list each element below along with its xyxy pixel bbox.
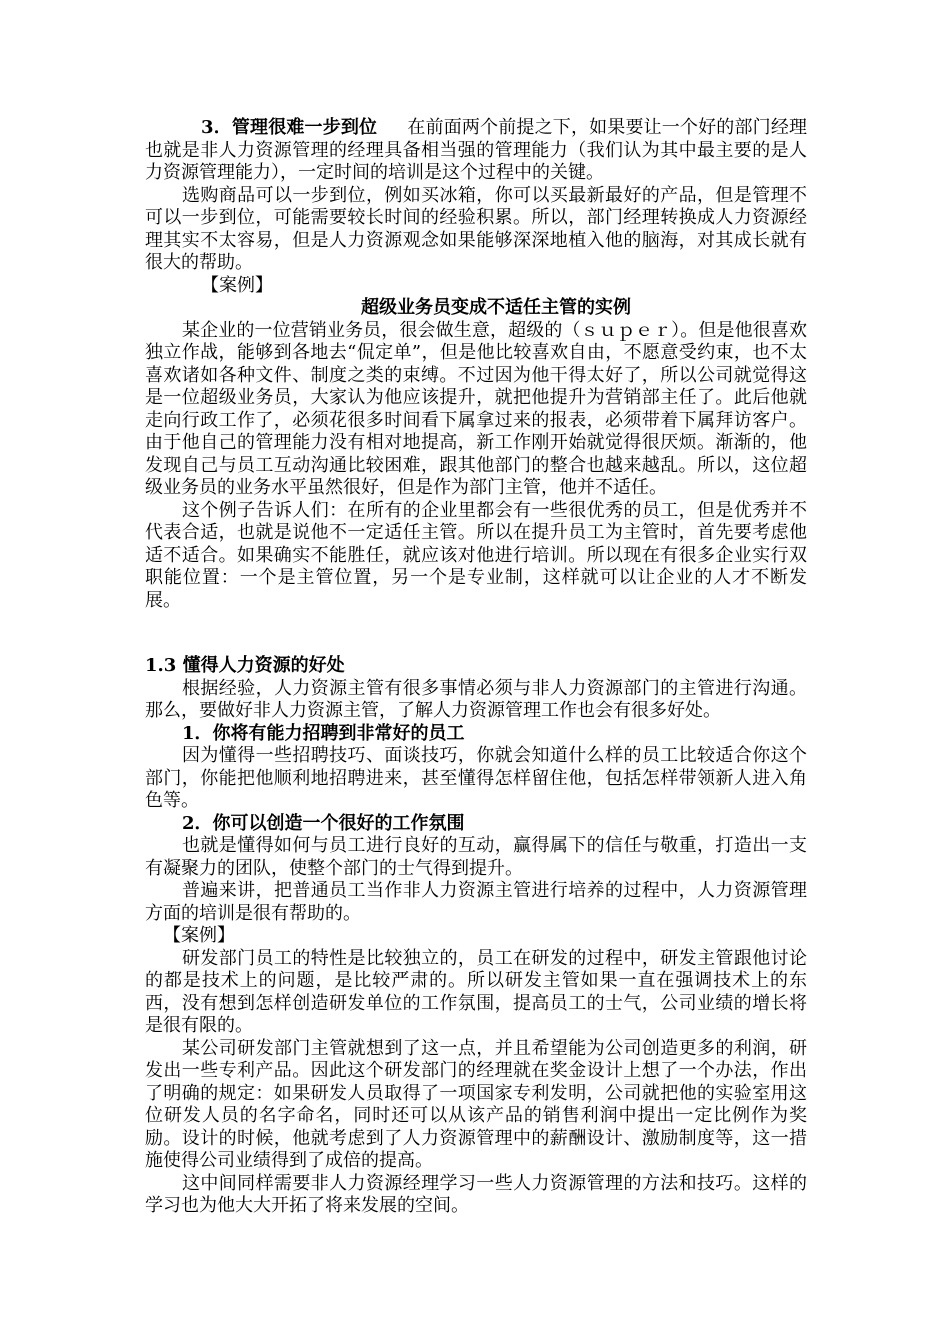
intro-paragraph: [145, 117, 807, 185]
case1-paragraph-2: 这个例子告诉人们：在所有的企业里都会有一些很优秀的员工，但是优秀并不代表合适，也就是说他不一定适任主管。所以在提升员工为主管时，首先要考虑他适不适合。如果确实不能胜任，就应该对他进行培训。所以现在有很多企业实行双职能位置：一个是主管位置，另一个是专业制，这样就可以让企业的人才不断发展。: [145, 499, 807, 611]
section-intro: [145, 117, 807, 612]
subheading-1: 1．你将有能力招聘到非常好的员工: [182, 722, 465, 744]
case-label-2: 【案例】: [163, 925, 235, 946]
subheading-2: 2．你可以创造一个很好的工作氛围: [182, 812, 465, 834]
subheading-1-paragraph: 因为懂得一些招聘技巧、面谈技巧，你就会知道什么样的员工比较适合你这个部门，你能把他顺利地招聘进来，甚至懂得怎样留住他，包括怎样带领新人进入角色等。: [145, 745, 807, 811]
section-paragraph-1: 根据经验，人力资源主管有很多事情必须与非人力资源部门的主管进行沟通。那么，要做好非人力资源主管，了解人力资源管理工作也会有很多好处。: [145, 677, 807, 721]
case2-paragraph-3: 这中间同样需要非人力资源经理学习一些人力资源管理的方法和技巧。这样的学习也为他大大开拓了将来发展的空间。: [145, 1172, 807, 1216]
case2-paragraph-1: 研发部门员工的特性是比较独立的，员工在研发的过程中，研发主管跟他讨论的都是技术上的问题，是比较严肃的。所以研发主管如果一直在强调技术上的东西，没有想到怎样创造研发单位的工作氛围，提高员工的士气，公司业绩的增长将是很有限的。: [145, 947, 807, 1036]
section-title: 1.3 懂得人力资源的好处: [145, 655, 345, 676]
case2-paragraph-2: 某公司研发部门主管就想到了这一点，并且希望能为公司创造更多的利润，研发出一些专利产品。因此这个研发部门的经理就在奖金设计上想了一个办法，作出了明确的规定：如果研发人员取得了一项国家专利发明，公司就把他的实验室用这位研发人员的名字命名，同时还可以从该产品的销售利润中提出一定比例作为奖励。设计的时候，他就考虑到了人力资源管理中的薪酬设计、激励制度等，这一措施使得公司业绩得到了成倍的提高。: [145, 1037, 807, 1171]
intro-paragraph-2: 选购商品可以一步到位，例如买冰箱，你可以买最新最好的产品，但是管理不可以一步到位，可能需要较长时间的经验积累。所以，部门经理转换成人力资源经理其实不太容易，但是人力资源观念如果能够深深地植入他的脑海，对其成长就有很大的帮助。: [145, 184, 807, 273]
heading-3-text: 在前面两个前提之下，如果要让一个好的部门经理也就是非人力资源管理的经理具备相当强的管理能力（我们认为其中最主要的是人力资源管理能力），一定时间的培训是这个过程中的关键。: [145, 117, 807, 183]
subheading-2-paragraph-1: 也就是懂得如何与员工进行良好的互动，赢得属下的信任与敬重，打造出一支有凝聚力的团队，使整个部门的士气得到提升。: [145, 835, 807, 879]
case-label-1: 【案例】: [201, 274, 273, 296]
case-title-1: 超级业务员变成不适任主管的实例: [361, 297, 631, 318]
subheading-2-paragraph-2: 普遍来讲，把普通员工当作非人力资源主管进行培养的过程中，人力资源管理方面的培训是很有帮助的。: [145, 880, 807, 924]
section-1-3: [145, 655, 807, 1218]
case1-paragraph-1: 某企业的一位营销业务员，很会做生意，超级的（ｓｕｐｅｒ）。但是他很喜欢独立作战，能够到各地去“侃定单”，但是他比较喜欢自由，不愿意受约束，也不太喜欢诸如各种文件、制度之类的束缚。不过因为他干得太好了，所以公司就觉得这是一位超级业务员，大家认为他应该提升，就把他提升为营销部主任了。此后他就走向行政工作了，必须花很多时间看下属拿过来的报表，必须带着下属拜访客户。由于他自己的管理能力没有相对地提高，新工作刚开始就觉得很厌烦。渐渐的，他发现自己与员工互动沟通比较困难，跟其他部门的整合也越来越乱。所以，这位超级业务员的业务水平虽然很好，但是作为部门主管，他并不适任。: [145, 319, 807, 498]
heading-3: 3．管理很难一步到位: [201, 117, 378, 138]
